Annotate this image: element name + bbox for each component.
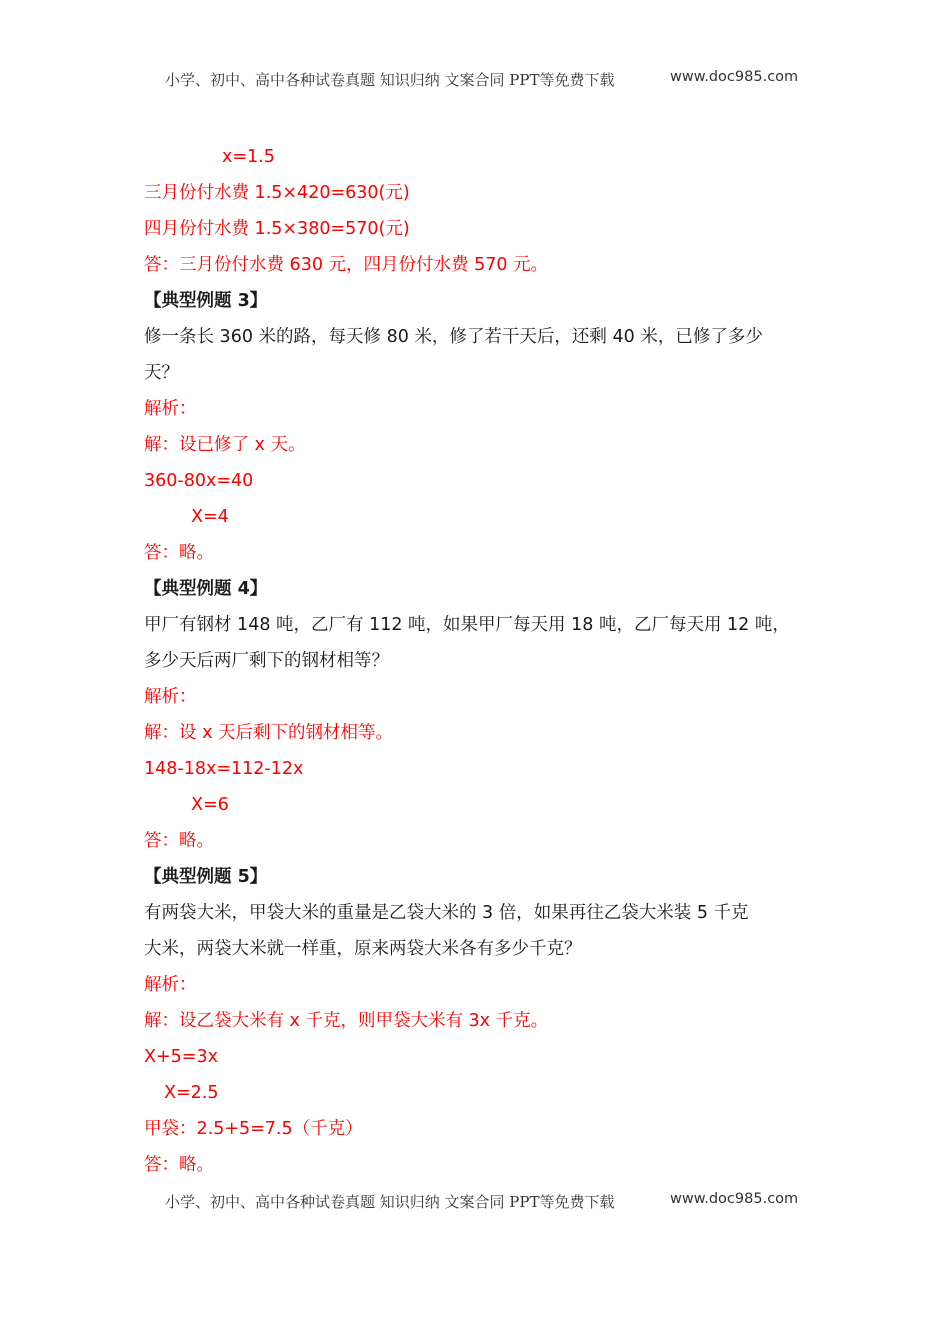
- solution-line: 解：设乙袋大米有 x 千克，则甲袋大米有 3x 千克。: [144, 1011, 549, 1031]
- answer-line: 答：三月份付水费 630 元，四月份付水费 570 元。: [144, 255, 549, 275]
- solution-line: 解：设 x 天后剩下的钢材相等。: [144, 723, 393, 743]
- solution-line: 甲袋：2.5+5=7.5（千克）: [144, 1119, 363, 1139]
- question-line: 多少天后两厂剩下的钢材相等？: [144, 651, 389, 671]
- question-line: 天？: [144, 363, 179, 383]
- equation-line: X=4: [191, 507, 229, 527]
- equation-line: X+5=3x: [144, 1047, 218, 1067]
- example-heading: 【典型例题 3】: [144, 291, 268, 311]
- page-header: [165, 69, 805, 90]
- equation-line: X=6: [191, 795, 229, 815]
- solution-line: 三月份付水费 1.5×420=630(元): [144, 183, 410, 203]
- analysis-label: 解析：: [144, 399, 197, 419]
- equation-line: 360-80x=40: [144, 471, 254, 491]
- question-line: 甲厂有钢材 148 吨，乙厂有 112 吨，如果甲厂每天用 18 吨，乙厂每天用 12 吨，: [144, 615, 790, 635]
- equation-line: 148-18x=112-12x: [144, 759, 304, 779]
- header-text: 小学、初中、高中各种试卷真题 知识归纳 文案合同 PPT等免费下载: [165, 71, 615, 89]
- answer-line: 答：略。: [144, 543, 214, 563]
- question-line: 有两袋大米，甲袋大米的重量是乙袋大米的 3 倍，如果再往乙袋大米装 5 千克: [144, 903, 749, 923]
- solution-line: 四月份付水费 1.5×380=570(元): [144, 219, 410, 239]
- question-line: 大米，两袋大米就一样重，原来两袋大米各有多少千克？: [144, 939, 582, 959]
- solution-line: x=1.5: [222, 147, 275, 167]
- analysis-label: 解析：: [144, 687, 197, 707]
- answer-line: 答：略。: [144, 1155, 214, 1175]
- page-footer: [165, 1191, 805, 1212]
- equation-line: X=2.5: [164, 1083, 219, 1103]
- analysis-label: 解析：: [144, 975, 197, 995]
- header-site: www.doc985.com: [670, 69, 799, 85]
- example-heading: 【典型例题 5】: [144, 867, 268, 887]
- footer-text: 小学、初中、高中各种试卷真题 知识归纳 文案合同 PPT等免费下载: [165, 1193, 615, 1211]
- example-heading: 【典型例题 4】: [144, 579, 268, 599]
- document-body: [144, 139, 809, 1183]
- footer-site: www.doc985.com: [670, 1191, 799, 1207]
- question-line: 修一条长 360 米的路，每天修 80 米，修了若干天后，还剩 40 米，已修了多少: [144, 327, 763, 347]
- answer-line: 答：略。: [144, 831, 214, 851]
- solution-line: 解：设已修了 x 天。: [144, 435, 306, 455]
